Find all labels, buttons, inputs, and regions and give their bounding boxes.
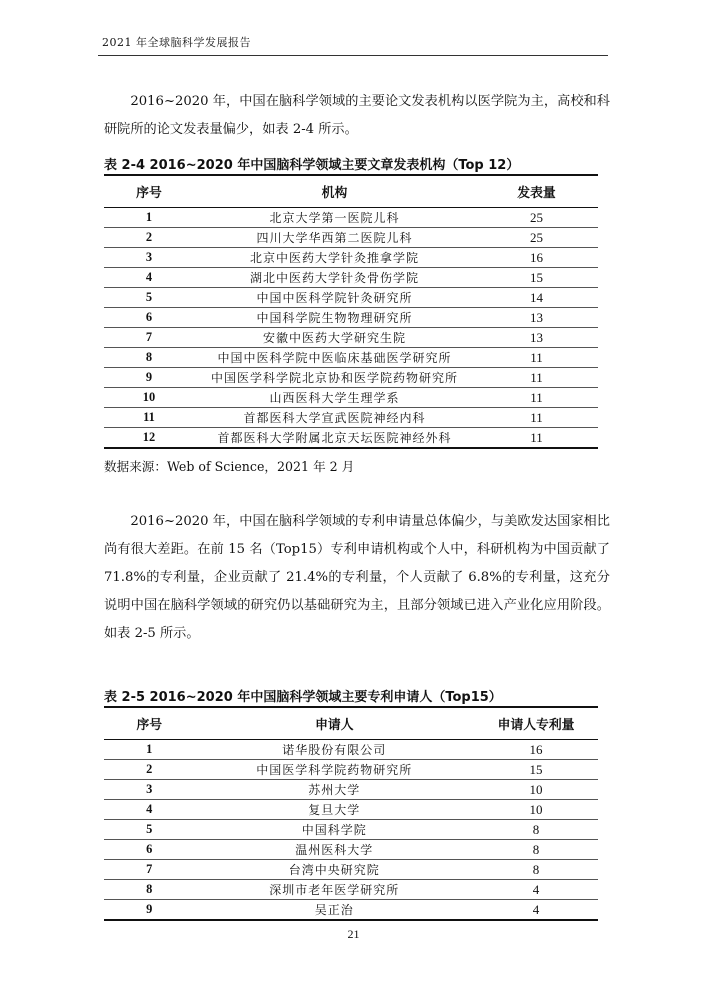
table-row: [104, 760, 598, 780]
count-cell: 16: [475, 248, 598, 268]
rank-cell: 1: [104, 740, 195, 760]
rank-cell: 7: [104, 860, 195, 880]
patent-paragraph: 2016~2020 年，中国在脑科学领域的专利申请量总体偏少，与美欧发达国家相比尚有很大差距。在前 15 名（Top15）专利申请机构或个人中，科研机构为中国贡献了 71.8%的专利量，企业贡献了 21.4%的专利量，个人贡献了 6.8%的专利量，这充分说明中国在脑科学领域的研究仍以基础研究为主，且部分领域已进入产业化应用阶段。如表 2-5 所示。: [104, 514, 610, 641]
name-cell: 吴正治: [195, 900, 475, 921]
rank-cell: 1: [104, 208, 194, 228]
column-header-patent-count: 申请人专利量: [474, 707, 598, 740]
column-header-rank: 序号: [104, 175, 194, 208]
column-header-rank: 序号: [104, 707, 195, 740]
rank-cell: 5: [104, 288, 194, 308]
name-cell: 安徽中医药大学研究生院: [194, 328, 475, 348]
count-cell: 11: [475, 428, 598, 449]
table-row: [104, 780, 598, 800]
name-cell: 台湾中央研究院: [195, 860, 475, 880]
table-header-row: [104, 175, 598, 208]
count-cell: 4: [474, 900, 598, 921]
rank-cell: 5: [104, 820, 195, 840]
table-row: [104, 800, 598, 820]
table-2-4-caption: 表 2-4 2016~2020 年中国脑科学领域主要文章发表机构（Top 12）: [104, 158, 520, 173]
table-row: [104, 840, 598, 860]
name-cell: 湖北中医药大学针灸骨伤学院: [194, 268, 475, 288]
rank-cell: 4: [104, 800, 195, 820]
table-row: [104, 288, 598, 308]
table-row: [104, 860, 598, 880]
column-header-count: 发表量: [475, 175, 598, 208]
name-cell: 中国中医科学院中医临床基础医学研究所: [194, 348, 475, 368]
table-row: [104, 368, 598, 388]
rank-cell: 7: [104, 328, 194, 348]
rank-cell: 6: [104, 308, 194, 328]
table-2-4-body: [104, 208, 598, 449]
table-row: [104, 348, 598, 368]
table-row: [104, 208, 598, 228]
column-header-institution: 机构: [194, 175, 475, 208]
count-cell: 11: [475, 348, 598, 368]
count-cell: 16: [474, 740, 598, 760]
table-2-5-caption: 表 2-5 2016~2020 年中国脑科学领域主要专利申请人（Top15）: [104, 690, 502, 705]
table-header-row: [104, 707, 598, 740]
count-cell: 10: [474, 800, 598, 820]
rank-cell: 12: [104, 428, 194, 449]
page-number: 21: [347, 927, 360, 941]
table-row: [104, 268, 598, 288]
table-row: [104, 740, 598, 760]
header-divider: [98, 55, 608, 56]
column-header-applicant: 申请人: [195, 707, 475, 740]
count-cell: 13: [475, 328, 598, 348]
name-cell: 四川大学华西第二医院儿科: [194, 228, 475, 248]
name-cell: 复旦大学: [195, 800, 475, 820]
name-cell: 深圳市老年医学研究所: [195, 880, 475, 900]
rank-cell: 9: [104, 900, 195, 921]
name-cell: 首都医科大学宣武医院神经内科: [194, 408, 475, 428]
name-cell: 首都医科大学附属北京天坛医院神经外科: [194, 428, 475, 449]
table-row: [104, 248, 598, 268]
rank-cell: 4: [104, 268, 194, 288]
table-row: [104, 900, 598, 921]
count-cell: 15: [474, 760, 598, 780]
name-cell: 诺华股份有限公司: [195, 740, 475, 760]
table-row: [104, 428, 598, 449]
name-cell: 温州医科大学: [195, 840, 475, 860]
rank-cell: 8: [104, 880, 195, 900]
table-row: [104, 308, 598, 328]
count-cell: 13: [475, 308, 598, 328]
count-cell: 14: [475, 288, 598, 308]
name-cell: 苏州大学: [195, 780, 475, 800]
rank-cell: 6: [104, 840, 195, 860]
table-2-5: [104, 706, 598, 921]
rank-cell: 2: [104, 760, 195, 780]
count-cell: 10: [474, 780, 598, 800]
table-2-5-body: [104, 740, 598, 921]
intro-paragraph: 2016~2020 年，中国在脑科学领域的主要论文发表机构以医学院为主，高校和科研院所的论文发表量偏少，如表 2-4 所示。: [104, 94, 610, 137]
rank-cell: 11: [104, 408, 194, 428]
count-cell: 11: [475, 388, 598, 408]
rank-cell: 8: [104, 348, 194, 368]
table-row: [104, 388, 598, 408]
count-cell: 25: [475, 208, 598, 228]
name-cell: 中国科学院: [195, 820, 475, 840]
count-cell: 15: [475, 268, 598, 288]
rank-cell: 3: [104, 780, 195, 800]
count-cell: 4: [474, 880, 598, 900]
name-cell: 中国医学科学院药物研究所: [195, 760, 475, 780]
table-row: [104, 328, 598, 348]
running-header: 2021 年全球脑科学发展报告: [102, 36, 251, 49]
rank-cell: 10: [104, 388, 194, 408]
count-cell: 11: [475, 368, 598, 388]
data-source-note: 数据来源：Web of Science，2021 年 2 月: [104, 459, 355, 474]
name-cell: 北京中医药大学针灸推拿学院: [194, 248, 475, 268]
count-cell: 11: [475, 408, 598, 428]
count-cell: 8: [474, 820, 598, 840]
count-cell: 8: [474, 860, 598, 880]
table-row: [104, 880, 598, 900]
table-2-4: [104, 174, 598, 449]
name-cell: 中国科学院生物物理研究所: [194, 308, 475, 328]
count-cell: 8: [474, 840, 598, 860]
rank-cell: 9: [104, 368, 194, 388]
name-cell: 中国医学科学院北京协和医学院药物研究所: [194, 368, 475, 388]
rank-cell: 2: [104, 228, 194, 248]
name-cell: 山西医科大学生理学系: [194, 388, 475, 408]
rank-cell: 3: [104, 248, 194, 268]
count-cell: 25: [475, 228, 598, 248]
name-cell: 中国中医科学院针灸研究所: [194, 288, 475, 308]
table-row: [104, 408, 598, 428]
table-row: [104, 228, 598, 248]
name-cell: 北京大学第一医院儿科: [194, 208, 475, 228]
table-row: [104, 820, 598, 840]
